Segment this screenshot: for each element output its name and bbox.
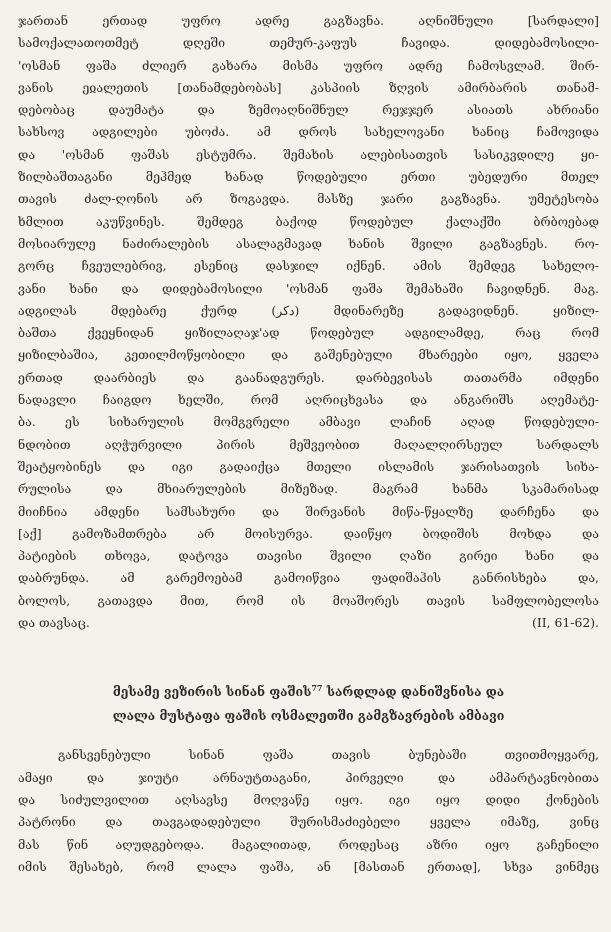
text-line: და სიძულვილით აღსავსე მოღვაწე იყო. იგი იყო დიდი ქონების — [18, 792, 599, 808]
paragraph-1-end — [18, 612, 599, 634]
heading-line-1-text: მესამე ვეზირის სინან ფაშის — [112, 684, 312, 700]
text-line: მას წინ აღუდგებოდა. მაგალითად, როდესაც აზრი იყო გაჩენილი — [18, 836, 599, 852]
text-line: ზილბაშთაგანი მეჰმედ ხანად წოდებული ერთი უბედური მთელ — [18, 169, 599, 185]
text-line: ვანის ეჲალეთის [თანამდებობას] კასპიის ზღვის ამირბარის თანამ- — [18, 79, 599, 95]
text-line: [აქ] გამოზამთრება არ მოისურვა. დაიწყო ბოდიშის მოხდა და — [18, 525, 599, 541]
footnote-marker: 77 — [311, 683, 323, 694]
text-line: ყიზილბაშია, კეთილმოწყობილი და გაშენებული მხარეები იყო, ყველა — [18, 347, 599, 363]
text-line: თავის ძალ-ღონის არ ზოგავდა. მასზე ჯარი გაგზავნა. უმეტესობა — [18, 191, 599, 207]
text-line: ამაყი და ჯიუტი არნაუტთაგანი, პირველი და ამპარტავნობითა — [18, 769, 599, 785]
text-line: ვანი ხანი და დიდებამოსილი 'ოსმან ფაშა შემახაში ჩავიდნენ. მაგ. — [18, 280, 599, 296]
text-line: და 'ოსმან ფაშას ესტუმრა. შემახის ალებისათვის სასიკვდილე ყი- — [18, 146, 599, 162]
text-line: ერთად დაარბიეს და გაანადგურეს. დარბევისას თათარმა იმდენი — [18, 369, 599, 385]
heading-line-2: ლალა მუსტაფა ფაშის ოსმალეთში გამგზავრების ამბავი — [112, 708, 505, 724]
text-line: ბა. ეს სიხარულის მომგვრელი ამბავი ლაჩინ აღად წოდებული- — [18, 414, 599, 430]
text-line: პატრონი და თავგადადებული შურისმაძიებელი ყველა იმაზე, ვინც — [18, 814, 599, 830]
paragraph-1 — [18, 10, 599, 612]
text-line: ნადავლი ჩაიგდო ხელში, რომ აღრიცხვასა და ანგარიშს აღემატე- — [18, 392, 599, 408]
section-heading — [18, 676, 599, 728]
paragraph-2 — [18, 744, 599, 878]
text-line: შეატყობინეს და იგი გადაიქცა მთელი ისლამის ჯარისათვის სიხა- — [18, 458, 599, 474]
text-line: მოსიარულე ნაძირალების ასალაგმავად ხანის შვილი გაგზავნეს. რო- — [18, 235, 599, 251]
text-line: ჯართან ერთად უფრო ადრე გაგზავნა. აღნიშნული [სარდალი] — [18, 13, 599, 28]
text-line: 'ოსმან ფაშა ძლიერ გახარა მისმა უფრო ადრე ჩამოსვლამ. შირ- — [18, 57, 599, 73]
citation: (II, 61-62). — [532, 615, 599, 631]
text-line: განსვენებული სინან ფაშა თავის ბუნებაში თვითმოყვარე, — [58, 747, 599, 763]
text-line: დებობაც დაუმატა და ზემოაღნიშნულ რეჯჯერ ასიათს ახრიანი — [18, 102, 599, 118]
text-line: ხმლით აკუწვინეს. შემდეგ ბაქოდ წოდებულ ქალაქში ბრბოებად — [18, 213, 599, 229]
heading-line-1 — [18, 676, 599, 704]
text-line: გორც ჩვეულებრივ, ესენიც დასჯილ იქნენ. ამის შემდეგ სახელო- — [18, 258, 599, 274]
paragraph-1-last-line: და თავსაც. — [18, 615, 90, 631]
text-line: პატიების თხოვა, დატოვა თავისი შვილი ღაზი გირეი ხანი და — [18, 548, 599, 564]
text-line: რულისა და მხიარულების მიზეზად. მაგრამ ხანმა სკამარისად — [18, 481, 599, 497]
text-line: იმის შესახებ, რომ ლალა ფაშა, ან [მასთან ერთად], სხვა ვინმეც — [18, 858, 599, 874]
text-line: ბოლოს, გათავდა მით, რომ ის მოაშორეს თავის სამფლობელოსა — [18, 592, 599, 608]
text-line: ბაშთა ქვეყნიდან ყიზილაღაჯ'ად წოდებულ ადგილამდე, რაც რომ — [18, 325, 599, 341]
text-line: სახსოვ ადგილები უბოძა. ამ დროს სახელოვანი ხანიც ჩამოვიდა — [18, 124, 599, 140]
heading-line-1-rest: სარდლად დანიშვნისა და — [322, 684, 505, 700]
text-line: მიიჩნია ამდენი სამსახური და შირვანის მიწა-წყალზე დარჩენა და — [18, 503, 599, 519]
text-line: ნდობით აღჭურვილი პირის მეშვეობით მაღალღირსეულ სარდალს — [18, 436, 599, 452]
text-line: დაბრუნდა. ამ გარემოებამ გამოიწვია ფადიშაჰის განრისხება და, — [18, 570, 599, 586]
text-line: ადგილას მდებარე ქურდ (دكر) მდინარეზე გადავიდნენ. ყიზილ- — [18, 302, 599, 318]
text-line: სამოქალათოთმეტ დღეში თემურ-კაფუს ჩავიდა. დიდებამოსილი- — [18, 35, 599, 51]
